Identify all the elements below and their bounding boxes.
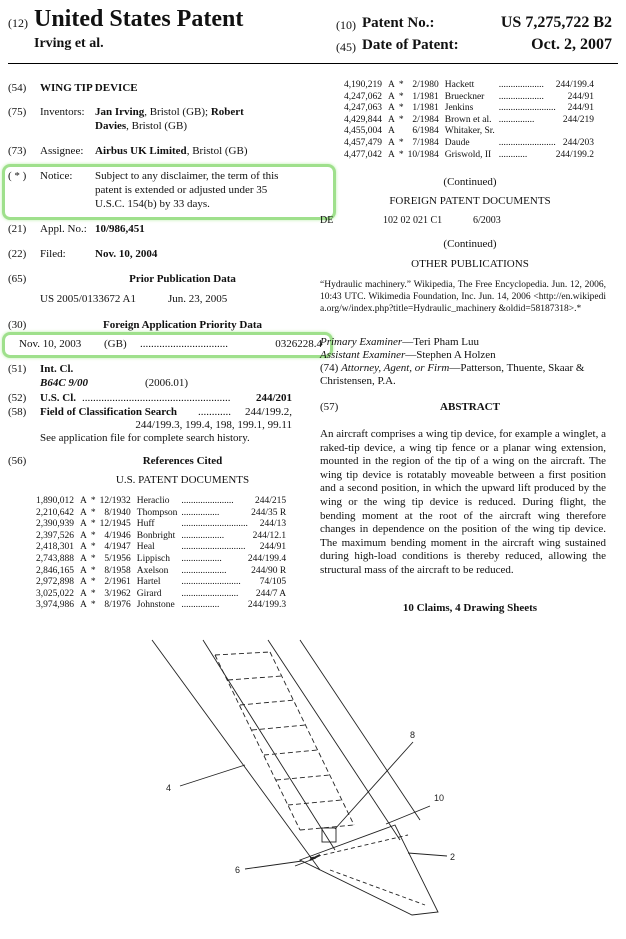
continued-label-1: (Continued): [443, 176, 497, 188]
attorney-line-2: Christensen, P.A.: [320, 375, 396, 387]
code-52: (52): [8, 392, 27, 404]
ref-cited-by-examiner: *: [90, 588, 96, 599]
ref-inventor: Jenkins: [444, 103, 474, 114]
ref-class: 244/91: [567, 91, 595, 102]
ref-cited-by-examiner: *: [90, 542, 96, 553]
ref-kind: A: [388, 114, 395, 125]
wing-outer-edge: [300, 640, 420, 820]
ref-date: 12/1945: [99, 519, 131, 530]
ref-kind: A: [80, 530, 87, 541]
ref-class: 244/199.2: [555, 149, 595, 160]
ref-cited-by-examiner: *: [398, 149, 404, 160]
foreign-patent-docs-heading: FOREIGN PATENT DOCUMENTS: [389, 195, 551, 207]
other-publications-heading: OTHER PUBLICATIONS: [411, 258, 529, 270]
field-search-dots: ............: [198, 406, 231, 418]
leader-8: [335, 742, 413, 829]
ref-cited-by-examiner: *: [90, 507, 96, 518]
ref-dots: .........................: [181, 577, 241, 588]
ref-inventor: Whitaker, Sr.: [444, 126, 495, 137]
code-73: (73): [8, 145, 27, 157]
foreign-country: DE: [320, 215, 334, 226]
abstract-heading: ABSTRACT: [440, 401, 500, 413]
ref-date: 5/1956: [104, 553, 131, 564]
ref-inventor: Heraclio: [136, 496, 170, 506]
field-search-label: Field of Classification Search: [40, 406, 177, 418]
ref-inventor: Heal: [136, 542, 155, 553]
ref-inventor: Griswold, II: [444, 149, 492, 160]
invention-title: WING TIP DEVICE: [40, 82, 138, 94]
ref-number: 2,210,642: [36, 507, 74, 518]
ref-class: 74/105: [259, 577, 287, 588]
ref-number: 3,974,986: [36, 600, 74, 611]
ref-cited-by-examiner: *: [90, 577, 96, 588]
field-search-value-2: 244/199.3, 199.4, 198, 199.1, 99.11: [135, 419, 292, 431]
code-21: (21): [8, 223, 27, 235]
int-cl-label: Int. Cl.: [40, 363, 74, 375]
ref-class: 244/199.3: [247, 600, 287, 611]
ref-number: 4,477,042: [344, 149, 382, 160]
assignee-label: Assignee:: [40, 145, 84, 157]
inventors-label: Inventors:: [40, 106, 85, 118]
ref-inventor: Brown et al.: [444, 114, 492, 125]
ref-number: 3,025,022: [36, 588, 74, 599]
code-75: (75): [8, 106, 27, 118]
ref-kind: A: [388, 103, 395, 114]
ref-class: 244/199.4: [555, 80, 595, 90]
prior-pub-number: US 2005/0133672 A1: [40, 293, 136, 305]
ref-inventor: Johnstone: [136, 600, 175, 611]
code-notice: ( * ): [8, 170, 27, 182]
ref-kind: A: [388, 80, 395, 90]
ref-inventor: Huff: [136, 519, 155, 530]
ref-number: 4,247,063: [344, 103, 382, 114]
leader-6: [245, 861, 302, 869]
ref-date: 4/1947: [104, 542, 131, 553]
ref-class: 244/203: [562, 137, 595, 148]
attorney-name: —Patterson, Thuente, Skaar &: [449, 362, 585, 374]
ref-inventor: Daude: [444, 137, 470, 148]
ref-date: 10/1984: [407, 149, 439, 160]
drawing-label-8: 8: [410, 730, 416, 740]
us-cl-dots: ......................................................: [82, 392, 231, 404]
ref-dots: ..................: [181, 530, 225, 541]
ref-dots: ...................: [181, 565, 227, 576]
int-cl-year: (2006.01): [145, 377, 189, 389]
attorney-label: Attorney, Agent, or Firm: [341, 362, 450, 374]
ref-kind: A: [388, 137, 395, 148]
claims-summary: 10 Claims, 4 Drawing Sheets: [402, 602, 538, 614]
ref-date: 2/1984: [412, 114, 439, 125]
ref-inventor: Thompson: [136, 507, 178, 518]
ref-kind: A: [80, 542, 87, 553]
prior-pub-date: Jun. 23, 2005: [168, 293, 228, 305]
ref-number: 4,455,004: [344, 126, 382, 137]
appl-no-label: Appl. No.:: [40, 223, 87, 235]
ref-inventor: Brueckner: [444, 91, 485, 102]
ref-number: 4,190,219: [344, 80, 382, 90]
abstract-text: An aircraft comprises a wing tip device, for example a winglet, a raked-tip device, a wing tip fence or a planar wing extension, mounted in the region of the tip of a wing on the aircraft. The wing tip device is rotatably moveable between a first position and a second position, in which the upward lift produced by the wing or the wing tip device is reduced. During flight, the bending moment at the root of the aircraft wing therefore changes in dependence on the position of the wing tip device. The maximum bending moment in the aircraft wing sustained during high-load conditions is thereby reduced, allowing the structural mass of the aircraft to be reduced.: [320, 428, 606, 576]
ref-inventor: Hartel: [136, 577, 161, 588]
ref-dots: ................: [181, 600, 220, 611]
code-58: (58): [8, 406, 27, 418]
code-45: (45): [336, 40, 356, 54]
ref-dots: ...............: [498, 114, 535, 125]
ref-date: 2/1961: [104, 577, 131, 588]
drawing-label-2: 2: [450, 852, 456, 862]
ref-inventor: Lippisch: [136, 553, 171, 564]
ref-class: 244/12.1: [252, 530, 287, 541]
drawing-label-6: 6: [235, 865, 241, 875]
ref-dots: ......................: [181, 496, 234, 506]
ref-cited-by-examiner: *: [398, 80, 404, 90]
drawing-label-4: 4: [166, 783, 172, 793]
ref-dots: ...................: [498, 91, 544, 102]
us-cl-value: 244/201: [255, 392, 292, 404]
inventor-name: Davies: [95, 120, 127, 132]
ref-number: 2,972,898: [36, 577, 74, 588]
code-30: (30): [8, 319, 27, 331]
ref-number: 4,429,844: [344, 114, 382, 125]
inventor-location: , Bristol (GB): [126, 120, 187, 132]
ref-dots: ........................: [498, 137, 556, 148]
patent-no-label: Patent No.:: [362, 15, 435, 31]
ref-date: 8/1940: [104, 507, 131, 518]
document-title: United States Patent: [34, 6, 244, 32]
priority-number: 0326228.4: [275, 338, 322, 350]
code-65: (65): [8, 273, 27, 285]
leader-2: [408, 853, 447, 856]
ref-cited-by-examiner: *: [398, 91, 404, 102]
ref-dots: ............................: [181, 519, 248, 530]
notice-line-2: patent is extended or adjusted under 35: [95, 184, 268, 196]
ref-inventor: Hackett: [444, 80, 475, 90]
notice-label: Notice:: [40, 170, 73, 182]
ref-cited-by-examiner: *: [398, 114, 404, 125]
filed-label: Filed:: [40, 248, 66, 260]
ref-dots: ............: [498, 149, 528, 160]
assistant-examiner-name: —Stephen A Holzen: [405, 349, 496, 361]
ref-kind: A: [388, 126, 395, 137]
ref-date: 7/1984: [412, 137, 439, 148]
ref-cited-by-examiner: *: [90, 496, 96, 506]
date-of-patent-label: Date of Patent:: [362, 37, 459, 53]
wing-internal-structure: [215, 652, 354, 830]
ref-inventor: Axelson: [136, 565, 169, 576]
us-patent-docs-heading: U.S. PATENT DOCUMENTS: [115, 474, 250, 486]
patent-number: US 7,275,722 B2: [500, 14, 612, 31]
ref-cited-by-examiner: *: [90, 553, 96, 564]
authors: Irving et al.: [34, 36, 104, 51]
priority-dots: ................................: [140, 338, 228, 350]
assignee-name: Airbus UK Limited: [95, 145, 187, 157]
drawing-label-10: 10: [434, 793, 445, 803]
ref-date: 8/1976: [104, 600, 131, 611]
ref-date: 1/1981: [412, 103, 439, 114]
wing-tip-device: [300, 825, 438, 915]
prior-publication-heading: Prior Publication Data: [129, 273, 236, 285]
leader-4: [180, 765, 245, 786]
ref-dots: ................: [181, 507, 220, 518]
int-cl-class: B64C 9/00: [40, 377, 88, 389]
ref-class: 244/35 R: [251, 507, 287, 518]
continued-label-2: (Continued): [443, 238, 497, 250]
ref-class: 244/90 R: [251, 565, 287, 576]
inventor-name: Jan Irving: [95, 106, 145, 118]
ref-date: 3/1962: [104, 588, 131, 599]
ref-class: 244/91: [259, 542, 287, 553]
ref-kind: A: [80, 553, 87, 564]
filed-value: Nov. 10, 2004: [95, 248, 158, 260]
ref-cited-by-examiner: *: [90, 565, 96, 576]
code-54: (54): [8, 82, 27, 94]
primary-examiner-label: Primary Examiner: [320, 336, 403, 348]
ref-class: 244/215: [255, 496, 287, 506]
ref-kind: A: [388, 91, 395, 102]
ref-dots: ...........................: [181, 542, 246, 553]
wing-leading-edge: [152, 640, 320, 870]
ref-number: 2,846,165: [36, 565, 74, 576]
ref-cited-by-examiner: *: [90, 519, 96, 530]
ref-class: 244/91: [567, 103, 595, 114]
ref-class: 244/7 A: [255, 588, 287, 599]
ref-number: 4,247,062: [344, 91, 382, 102]
ref-dots: ........................: [498, 103, 556, 114]
ref-kind: A: [80, 496, 87, 506]
inventor-location: , Bristol (GB);: [144, 106, 211, 118]
notice-line-1: Subject to any disclaimer, the term of this: [95, 170, 279, 182]
ref-cited-by-examiner: *: [398, 137, 404, 148]
kind-code-12: (12): [8, 16, 28, 30]
priority-country: (GB): [104, 338, 127, 350]
primary-examiner-name: —Teri Pham Luu: [402, 336, 480, 348]
ref-number: 4,457,479: [344, 137, 382, 148]
foreign-number: 102 02 021 C1: [383, 215, 443, 226]
foreign-date: 6/2003: [473, 215, 501, 226]
other-publication-entry: “Hydraulic machinery.” Wikipedia, The Free Encyclopedia. Jun. 12, 2006, 10:43 UTC. Wikimedia Foundation, Inc. Jun. 14, 2006 <http://en.wikipedia.org/w/index.php?title=Hydraulic_machinery &oldid=58187318>.*: [320, 280, 606, 314]
attorney-code: (74): [320, 362, 342, 374]
field-search-value-1: 244/199.2,: [244, 406, 292, 418]
ref-number: 2,390,939: [36, 519, 74, 530]
ref-date: 6/1984: [412, 126, 439, 137]
foreign-priority-heading: Foreign Application Priority Data: [103, 319, 262, 331]
ref-number: 2,397,526: [36, 530, 74, 541]
notice-line-3: U.S.C. 154(b) by 33 days.: [95, 198, 210, 210]
ref-kind: A: [80, 507, 87, 518]
ref-inventor: Girard: [136, 588, 162, 599]
ref-kind: A: [80, 577, 87, 588]
ref-date: 12/1932: [99, 496, 131, 506]
ref-number: 2,743,888: [36, 553, 74, 564]
assistant-examiner-label: Assistant Examiner: [320, 349, 406, 361]
ref-date: 4/1946: [104, 530, 131, 541]
ref-kind: A: [80, 600, 87, 611]
code-57: (57): [320, 401, 339, 413]
ref-class: 244/13: [259, 519, 287, 530]
ref-kind: A: [388, 149, 395, 160]
ref-cited-by-examiner: *: [398, 103, 404, 114]
code-51: (51): [8, 363, 27, 375]
code-10: (10): [336, 18, 356, 32]
ref-date: 8/1958: [104, 565, 131, 576]
code-56: (56): [8, 455, 27, 467]
ref-number: 1,890,012: [36, 496, 74, 506]
references-heading: References Cited: [142, 455, 223, 467]
assignee-location: , Bristol (GB): [186, 145, 248, 157]
priority-date: Nov. 10, 2003: [19, 338, 82, 350]
ref-kind: A: [80, 519, 87, 530]
ref-dots: .................: [181, 553, 222, 564]
us-cl-label: U.S. Cl.: [40, 392, 77, 404]
ref-date: 1/1981: [412, 91, 439, 102]
ref-dots: ........................: [181, 588, 239, 599]
ref-kind: A: [80, 565, 87, 576]
wing-trailing-line: [268, 640, 400, 840]
ref-class: 244/219: [562, 114, 595, 125]
ref-number: 2,418,301: [36, 542, 74, 553]
ref-kind: A: [80, 588, 87, 599]
ref-class: 244/199.4: [247, 553, 287, 564]
field-search-note: See application file for complete search history.: [40, 432, 250, 444]
ref-inventor: Bonbright: [136, 530, 176, 541]
ref-cited-by-examiner: *: [90, 600, 96, 611]
code-22: (22): [8, 248, 27, 260]
leader-10: [386, 806, 430, 824]
appl-no-value: 10/986,451: [95, 223, 145, 235]
inventor-name: Robert: [210, 106, 244, 118]
date-of-patent: Oct. 2, 2007: [531, 36, 612, 53]
ref-dots: ...................: [498, 80, 544, 90]
ref-date: 2/1980: [412, 80, 439, 90]
ref-cited-by-examiner: *: [90, 530, 96, 541]
